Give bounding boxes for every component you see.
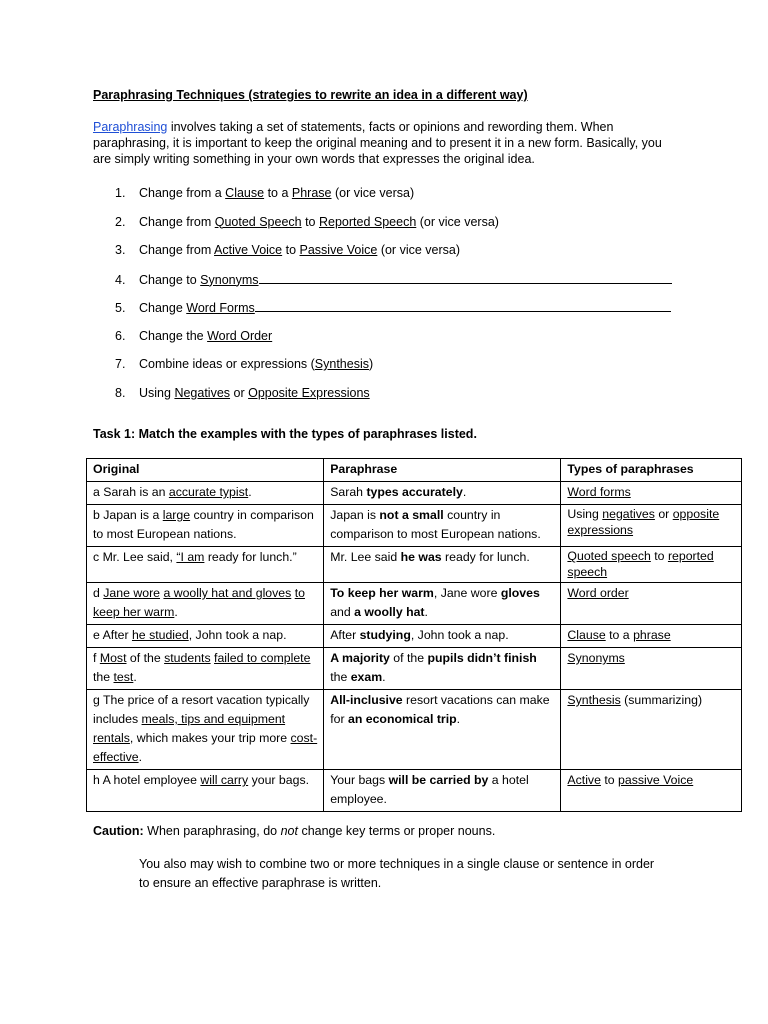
type-cell: Using negatives or opposite expressions (561, 505, 742, 547)
paraphrase-cell: After studying, John took a nap. (324, 625, 561, 648)
table-row (87, 505, 742, 547)
paraphrase-cell: To keep her warm, Jane wore gloves and a woolly hat. (324, 583, 561, 625)
type-cell: Synonyms (561, 648, 742, 690)
paraphrase-cell: Japan is not a small country in comparison to most European nations. (324, 505, 561, 547)
header-types: Types of paraphrases (561, 459, 742, 482)
header-paraphrase: Paraphrase (324, 459, 561, 482)
list-item: 2. Change from Quoted Speech to Reported Speech (or vice versa) (115, 214, 499, 229)
original-cell: d Jane wore a woolly hat and gloves to keep her warm. (87, 583, 324, 625)
type-cell: Active to passive Voice (561, 770, 742, 812)
techniques-list (115, 185, 672, 413)
table-row (87, 770, 742, 812)
type-cell: Synthesis (summarizing) (561, 690, 742, 770)
list-item: 1. Change from a Clause to a Phrase (or vice versa) (115, 186, 415, 200)
paraphrase-cell: Your bags will be carried by a hotel employee. (324, 770, 561, 812)
original-cell: c Mr. Lee said, “I am ready for lunch.” (87, 547, 324, 583)
original-cell: a Sarah is an accurate typist. (87, 482, 324, 505)
list-item: 8. Using Negatives or Opposite Expressions (115, 385, 370, 400)
table-row (87, 482, 742, 505)
paraphrase-cell: Sarah types accurately. (324, 482, 561, 505)
original-cell: g The price of a resort vacation typically includes meals, tips and equipment rentals, which makes your trip more cost-effective. (87, 690, 324, 770)
list-item: 7. Combine ideas or expressions (Synthesis) (115, 357, 374, 371)
fill-in-blank-line (255, 299, 671, 312)
list-item: 6. Change the Word Order (115, 328, 273, 343)
list-item: 5. Change Word Forms (115, 299, 672, 328)
intro-paragraph: Paraphrasing involves taking a set of statements, facts or opinions and rewording them. When paraphrasing, it is important to keep the original meaning and to present it in a new form. Basically, you are simply writing something in your own words that expresses the original idea. (93, 120, 662, 166)
paraphrase-cell: Mr. Lee said he was ready for lunch. (324, 547, 561, 583)
task-heading: Task 1: Match the examples with the types of paraphrases listed. (93, 427, 477, 441)
original-cell: h A hotel employee will carry your bags. (87, 770, 324, 812)
type-cell: Word order (561, 583, 742, 625)
original-cell: f Most of the students failed to complete the test. (87, 648, 324, 690)
type-cell: Clause to a phrase (561, 625, 742, 648)
page-title: Paraphrasing Techniques (strategies to rewrite an idea in a different way) (93, 88, 528, 102)
paraphrase-cell: A majority of the pupils didn’t finish the exam. (324, 648, 561, 690)
table-row (87, 583, 742, 625)
original-cell: e After he studied, John took a nap. (87, 625, 324, 648)
header-original: Original (87, 459, 324, 482)
table-row (87, 625, 742, 648)
list-item: 4. Change to Synonyms (115, 271, 672, 300)
original-cell: b Japan is a large country in comparison to most European nations. (87, 505, 324, 547)
paraphrase-cell: All-inclusive resort vacations can make for an economical trip. (324, 690, 561, 770)
type-cell: Word forms (561, 482, 742, 505)
type-cell: Quoted speech to reported speech (561, 547, 742, 583)
list-item: 3. Change from Active Voice to Passive Voice (or vice versa) (115, 243, 460, 257)
table-header-row (87, 459, 742, 482)
caution-note: Caution: When paraphrasing, do not change key terms or proper nouns. (93, 824, 496, 838)
table-row (87, 648, 742, 690)
fill-in-blank-line (259, 271, 672, 284)
table-row (87, 690, 742, 770)
combine-techniques-note: You also may wish to combine two or more techniques in a single clause or sentence in order to ensure an effective paraphrase is written. (139, 857, 655, 890)
paraphrasing-link[interactable]: Paraphrasing (93, 120, 168, 134)
paraphrase-table (86, 458, 742, 812)
table-row (87, 547, 742, 583)
